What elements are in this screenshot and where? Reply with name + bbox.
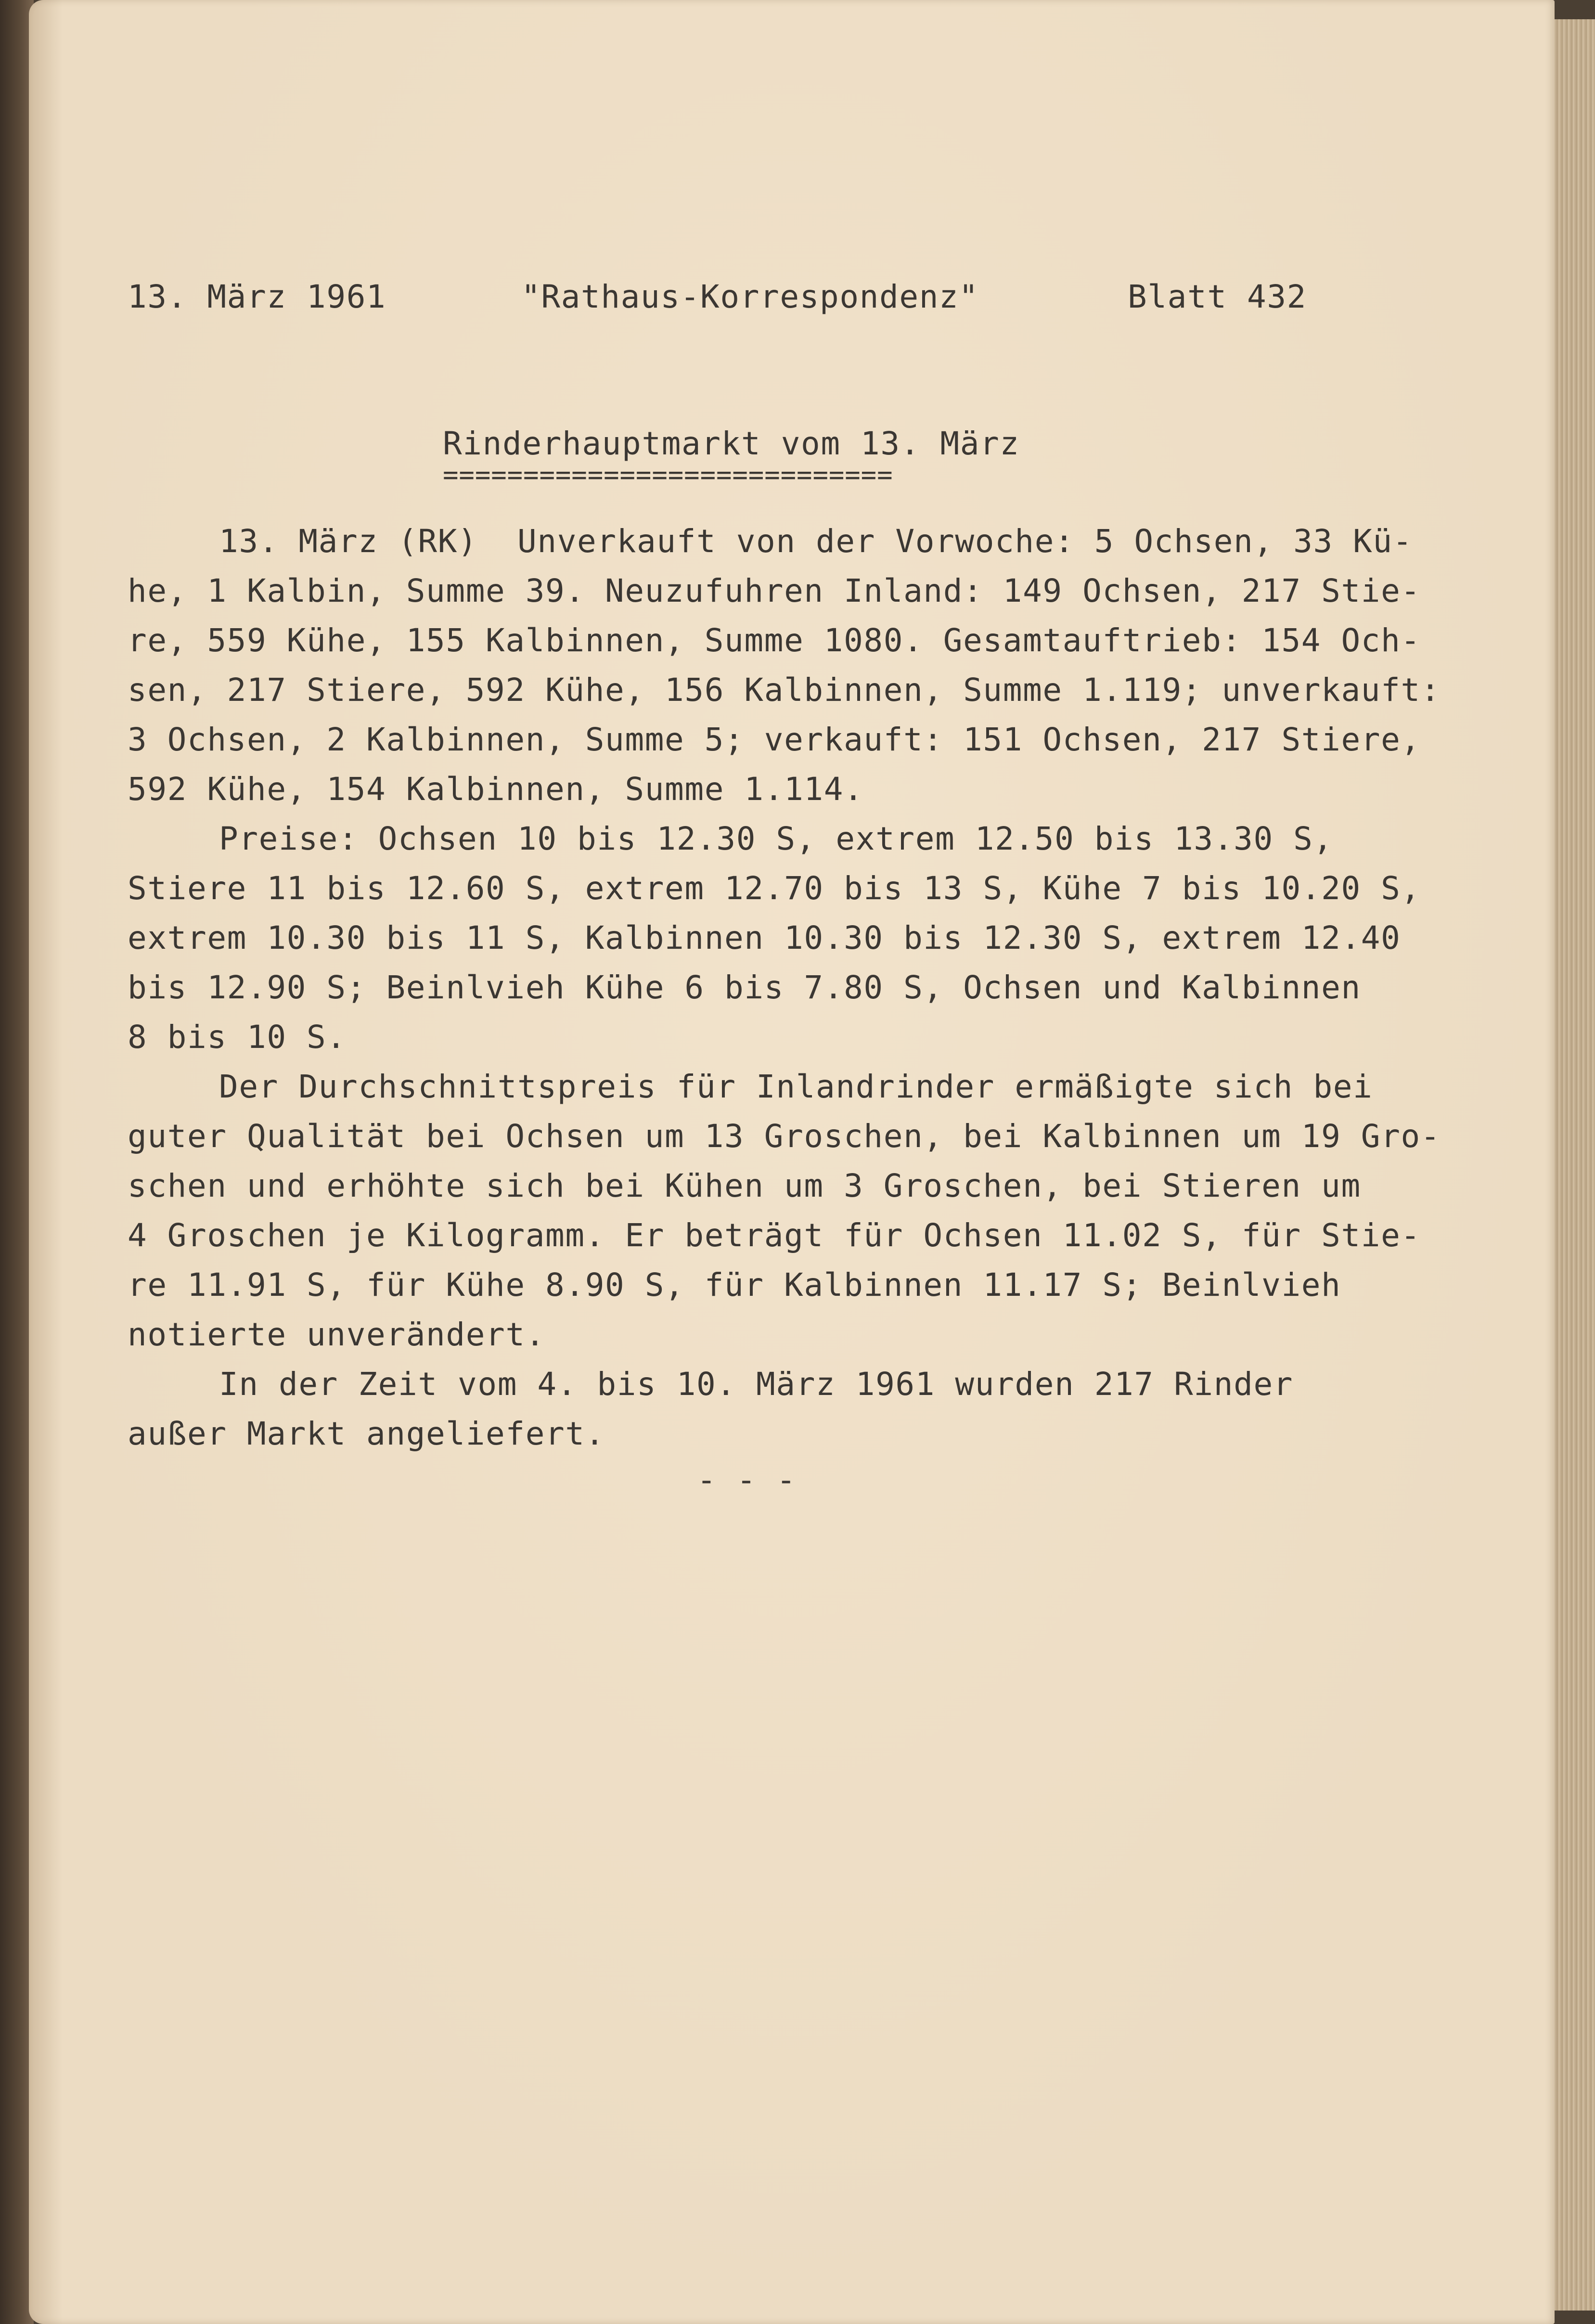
- body-line: 8 bis 10 S.: [128, 1019, 347, 1056]
- body-line: Stiere 11 bis 12.60 S, extrem 12.70 bis 13 S, Kühe 7 bis 10.20 S,: [128, 870, 1421, 907]
- body-line: 13. März (RK) Unverkauft von der Vorwoche: 5 Ochsen, 33 Kü-: [219, 523, 1413, 560]
- body-line: Preise: Ochsen 10 bis 12.30 S, extrem 12.50 bis 13.30 S,: [219, 820, 1333, 857]
- header-source: "Rathaus-Korrespondenz": [521, 278, 979, 315]
- body-line: außer Markt angeliefert.: [128, 1415, 605, 1452]
- body-line: he, 1 Kalbin, Summe 39. Neuzufuhren Inland: 149 Ochsen, 217 Stie-: [128, 572, 1421, 609]
- document-page: [29, 0, 1555, 2324]
- background-corner: [1555, 0, 1595, 19]
- body-line: 592 Kühe, 154 Kalbinnen, Summe 1.114.: [128, 771, 864, 808]
- article-title: Rinderhauptmarkt vom 13. März: [443, 425, 1020, 462]
- header-sheet-number: Blatt 432: [1128, 278, 1307, 315]
- body-line: re, 559 Kühe, 155 Kalbinnen, Summe 1080. Gesamtauftrieb: 154 Och-: [128, 622, 1421, 659]
- body-line: schen und erhöhte sich bei Kühen um 3 Groschen, bei Stieren um: [128, 1167, 1361, 1204]
- header-date: 13. März 1961: [128, 278, 386, 315]
- page-edges: [1555, 19, 1595, 2311]
- body-line: Der Durchschnittspreis für Inlandrinder ermäßigte sich bei: [219, 1068, 1373, 1105]
- body-line: extrem 10.30 bis 11 S, Kalbinnen 10.30 bis 12.30 S, extrem 12.40: [128, 919, 1401, 956]
- body-line: sen, 217 Stiere, 592 Kühe, 156 Kalbinnen, Summe 1.119; unverkauft:: [128, 671, 1441, 709]
- end-marker: - - -: [697, 1461, 797, 1498]
- body-line: 3 Ochsen, 2 Kalbinnen, Summe 5; verkauft: 151 Ochsen, 217 Stiere,: [128, 721, 1421, 758]
- body-line: bis 12.90 S; Beinlvieh Kühe 6 bis 7.80 S, Ochsen und Kalbinnen: [128, 969, 1361, 1006]
- body-line: In der Zeit vom 4. bis 10. März 1961 wurden 217 Rinder: [219, 1366, 1294, 1403]
- body-line: notierte unverändert.: [128, 1316, 546, 1353]
- title-underline: ============================: [443, 460, 893, 490]
- body-line: re 11.91 S, für Kühe 8.90 S, für Kalbinnen 11.17 S; Beinlvieh: [128, 1266, 1341, 1304]
- body-line: guter Qualität bei Ochsen um 13 Groschen, bei Kalbinnen um 19 Gro-: [128, 1118, 1441, 1155]
- body-line: 4 Groschen je Kilogramm. Er beträgt für Ochsen 11.02 S, für Stie-: [128, 1217, 1421, 1254]
